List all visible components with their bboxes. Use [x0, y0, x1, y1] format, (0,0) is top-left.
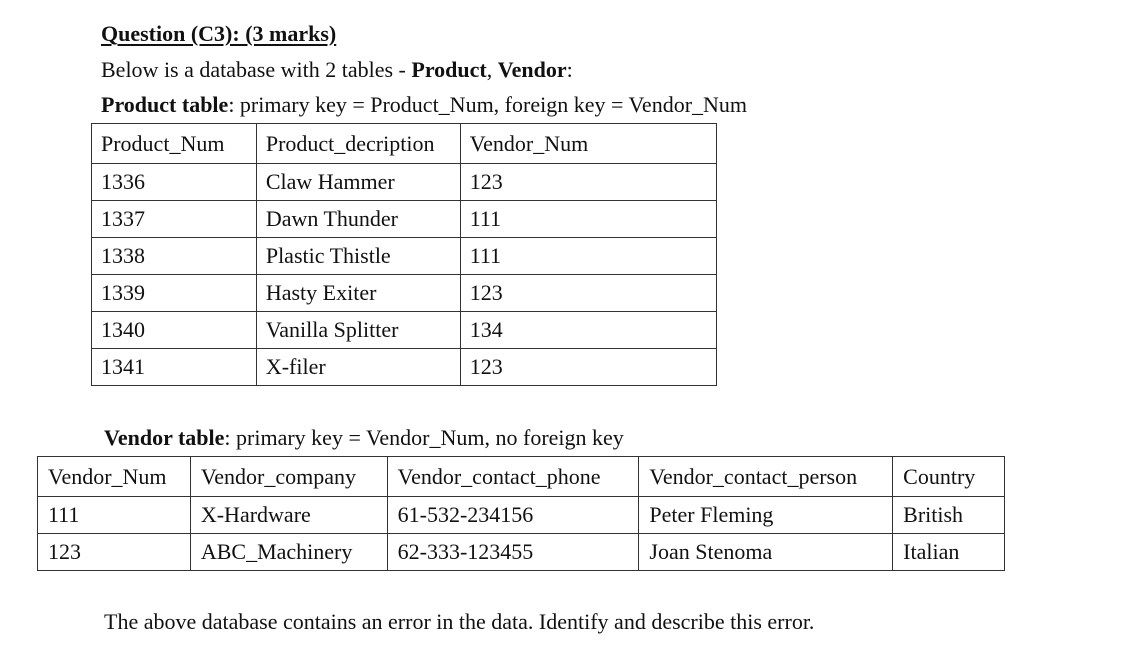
product-table-caption-keys: : primary key = Product_Num, foreign key = Vendor_Num [228, 92, 748, 117]
product-table-caption-label: Product table [101, 92, 229, 117]
product-table-header-row [92, 124, 717, 164]
vendor-cell: 123 [38, 534, 191, 571]
intro-table-product: Product [411, 57, 487, 82]
product-cell: 123 [460, 164, 716, 201]
intro-separator: , [486, 57, 498, 82]
product-table-row [92, 275, 717, 312]
product-header-cell: Product_Num [92, 124, 257, 164]
product-cell: 1340 [92, 312, 257, 349]
product-cell: 123 [460, 275, 716, 312]
vendor-table-caption-keys: : primary key = Vendor_Num, no foreign key [224, 425, 624, 450]
intro-suffix: : [566, 57, 573, 82]
question-intro [101, 57, 573, 83]
product-cell: 123 [460, 349, 716, 386]
vendor-cell: British [893, 497, 1005, 534]
vendor-table [37, 456, 1005, 571]
product-cell: Dawn Thunder [256, 201, 460, 238]
vendor-header-cell: Country [893, 457, 1005, 497]
vendor-cell: X-Hardware [190, 497, 387, 534]
vendor-cell: Italian [893, 534, 1005, 571]
product-table-row [92, 312, 717, 349]
vendor-cell: Peter Fleming [639, 497, 893, 534]
product-cell: 134 [460, 312, 716, 349]
product-header-cell: Vendor_Num [460, 124, 716, 164]
product-table-row [92, 164, 717, 201]
product-table-row [92, 201, 717, 238]
product-table [91, 123, 717, 386]
vendor-header-cell: Vendor_contact_person [639, 457, 893, 497]
product-cell: Vanilla Splitter [256, 312, 460, 349]
product-cell: X-filer [256, 349, 460, 386]
question-title: Question (C3): (3 marks) [101, 21, 337, 46]
product-cell: 1336 [92, 164, 257, 201]
product-cell: Plastic Thistle [256, 238, 460, 275]
vendor-cell: 111 [38, 497, 191, 534]
vendor-table-caption [104, 425, 624, 451]
product-header-cell: Product_decription [256, 124, 460, 164]
product-cell: 1339 [92, 275, 257, 312]
vendor-header-cell: Vendor_company [190, 457, 387, 497]
product-cell: 111 [460, 238, 716, 275]
vendor-cell: 61-532-234156 [387, 497, 639, 534]
product-cell: Claw Hammer [256, 164, 460, 201]
vendor-cell: 62-333-123455 [387, 534, 639, 571]
vendor-cell: ABC_Machinery [190, 534, 387, 571]
product-cell: 111 [460, 201, 716, 238]
intro-prefix: Below is a database with 2 tables - [101, 57, 412, 82]
product-cell: 1337 [92, 201, 257, 238]
vendor-header-cell: Vendor_Num [38, 457, 191, 497]
vendor-header-cell: Vendor_contact_phone [387, 457, 639, 497]
question-prompt: The above database contains an error in the data. Identify and describe this error. [104, 609, 815, 634]
vendor-table-caption-label: Vendor table [104, 425, 225, 450]
product-table-row [92, 349, 717, 386]
product-table-row [92, 238, 717, 275]
product-table-caption [101, 92, 747, 118]
vendor-table-row [38, 534, 1005, 571]
vendor-table-header-row [38, 457, 1005, 497]
product-cell: 1338 [92, 238, 257, 275]
vendor-table-row [38, 497, 1005, 534]
product-cell: 1341 [92, 349, 257, 386]
intro-table-vendor: Vendor [497, 57, 567, 82]
product-cell: Hasty Exiter [256, 275, 460, 312]
vendor-cell: Joan Stenoma [639, 534, 893, 571]
